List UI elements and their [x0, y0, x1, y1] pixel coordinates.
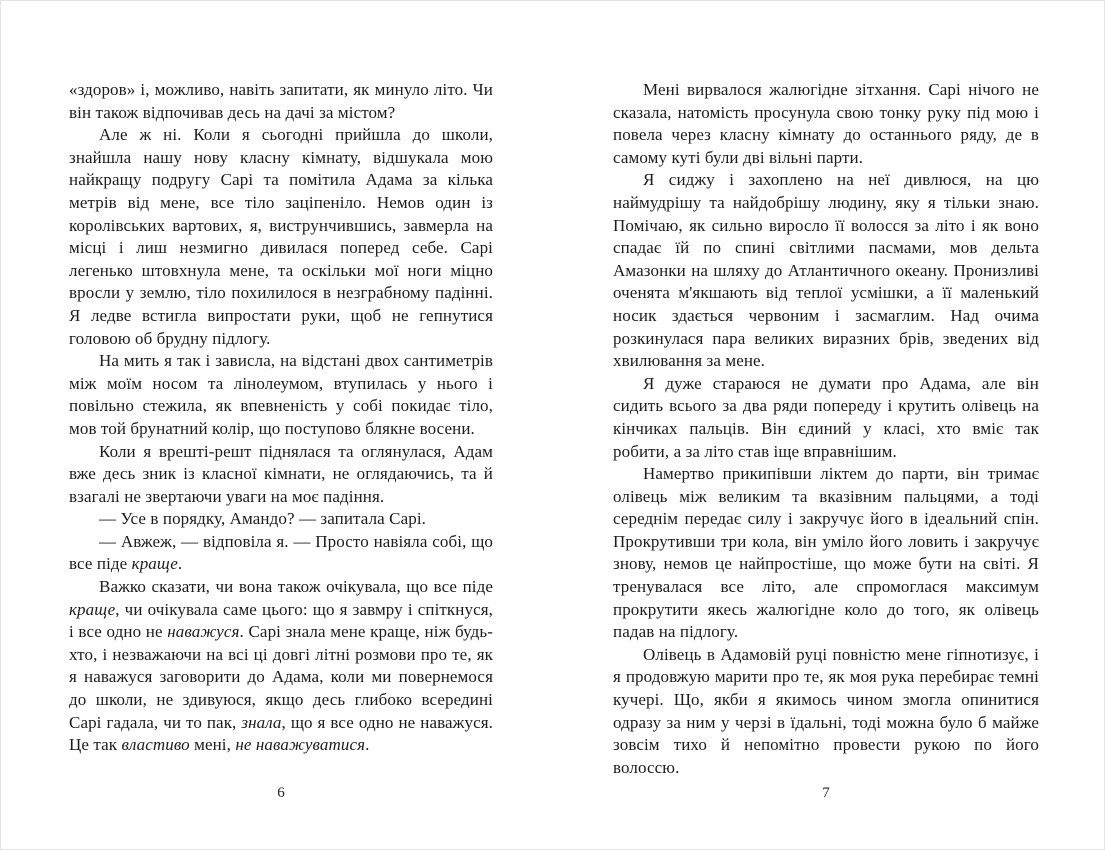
paragraph: Я сиджу і захоплено на неї дивлюся, на цю наймудрішу та найдобрішу людину, яку я тільки знаю. Помічаю, як сильно виросло її волосся за літо і як воно спадає їй по спині світлими пасмами, мов дельта Амазонки на шляху до Атлантичного океану. Пронизливі оченята м'якшають від теплої усмішки, а її маленький носик здається червоним і засмаглим. Над очима розкинулася пара великих виразних брів, зведених від хвилювання за мене.: [613, 170, 1039, 371]
paragraph: На мить я так і зависла, на відстані двох сантиметрів між моїм носом та лінолеумом, втупилась у нього і повільно стежила, як впевненість у собі покидає тіло, мов той брунатний колір, що поступово блякне восени.: [69, 351, 493, 438]
paragraph: «здоров» і, можливо, навіть запитати, як минуло літо. Чи він також відпочивав десь на дачі за містом?: [69, 80, 493, 122]
paragraph: Важко сказати, чи вона також очікувала, що все піде краще, чи очікувала саме цього: що я завмру і спіткнуся, і все одно не наважуся. Сарі знала мене краще, ніж будь-хто, і незважаючи на всі ці довгі літні розмови про те, як я наважуся заговорити до Адама, коли ми повернемося до школи, не здивуюся, якщо десь глибоко всередині Сарі гадала, чи то пак, знала, що я все одно не наважуся. Це так властиво мені, не наважуватися.: [69, 577, 494, 755]
page-right: [613, 79, 1039, 801]
paragraph: — Авжеж, — відповіла я. — Просто навіяла собі, що все піде краще.: [69, 531, 493, 574]
paragraph: — Усе в порядку, Амандо? — запитала Сарі.: [99, 509, 427, 529]
paragraph: Але ж ні. Коли я сьогодні прийшла до школи, знайшла нашу нову класну кімнату, відшукала мою найкращу подругу Сарі та помітила Адама за кілька метрів від мене, все тіло заціпеніло. Немов один із королівських вартових, я, виструнчившись, завмерла на місці і лиш незмигно дивилася поперед себе. Сарі легенько штовхнула мене, та оскільки мої ноги міцно вросли у землю, тіло похилилося в незграбному падінні. Я ледве встигла випростати руки, щоб не гепнутися головою об брудну підлогу.: [69, 125, 493, 348]
paragraph: Намертво прикипівши ліктем до парти, він тримає олівець між великим та вказівним пальцями, а тоді середнім передає силу і закручує його в ідеальний спін. Прокрутивши три кола, він уміло його ловить і закручує знову, немов це найпростіше, що може бути на світі. Я тренувалася все літо, але спромоглася максимум прокрутити якесь жалюгідне коло до того, як олівець падав на підлогу.: [613, 464, 1039, 642]
paragraph: Коли я врешті-решт піднялася та оглянулася, Адам вже десь зник із класної кімнати, не оглядаючись, та й взагалі не звертаючи уваги на моє падіння.: [69, 441, 493, 506]
paragraph: Я дуже стараюся не думати про Адама, але він сидить всього за два ряди попереду і крутить олівець на кінчиках пальців. Він єдиний у класі, хто вміє так робити, а за літо став іще вправнішим.: [613, 373, 1039, 461]
paragraph: Олівець в Адамовій руці повністю мене гіпнотизує, і я продовжую марити про те, як моя рука перебирає темні кучері. Що, якби я якимось чином змогла опинитися одразу за ним у черзі в їдальні, тоді можна було б майже зовсім тихо й непомітно провести рукою по його волоссю.: [613, 644, 1039, 777]
page-left-text: [69, 79, 493, 757]
paragraph: Мені вирвалося жалюгідне зітхання. Сарі нічого не сказала, натомість просунула свою тонку руку під мою і повела через класну кімнату до останнього ряду, де в самому куті були дві вільні парти.: [613, 80, 1039, 167]
page-number-left: 6: [277, 785, 285, 801]
page-number-right: 7: [822, 785, 830, 801]
page-left: [69, 79, 494, 801]
page-right-text: [613, 79, 1039, 779]
